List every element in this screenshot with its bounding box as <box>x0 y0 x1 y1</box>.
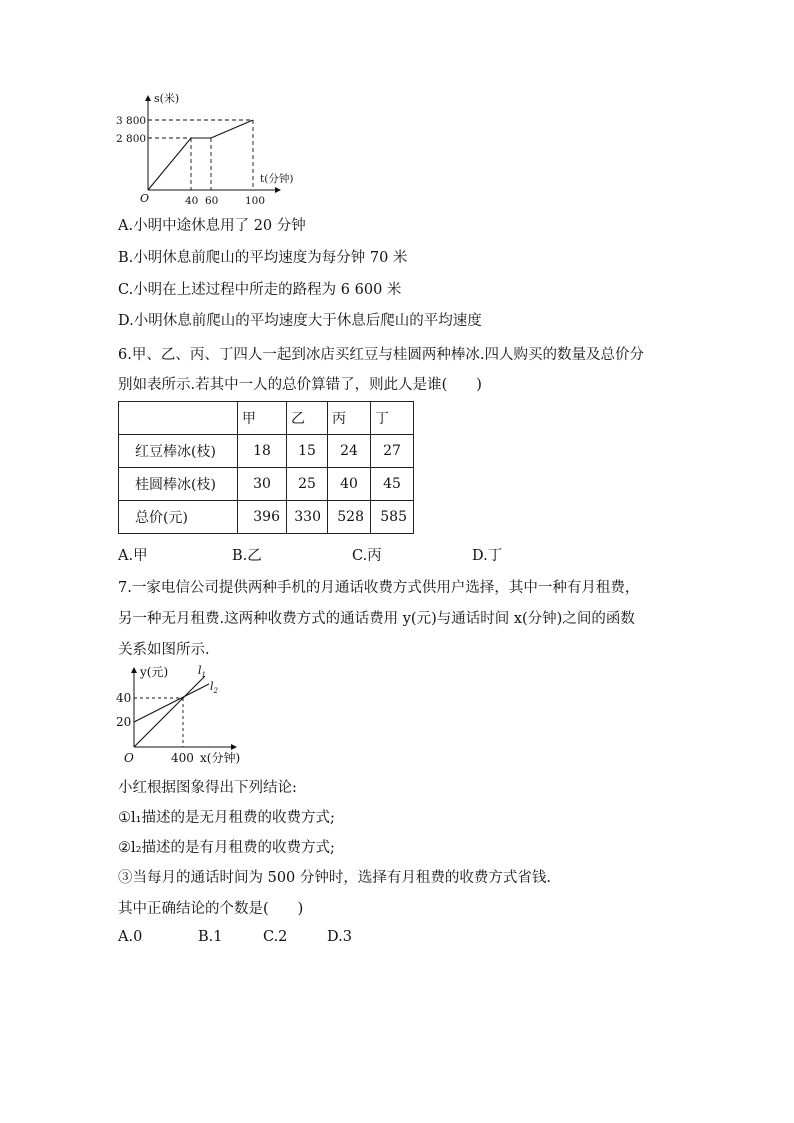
q7-question: 其中正确结论的个数是( ) <box>118 901 304 917</box>
col-ding: 丁 <box>371 402 414 435</box>
table-cell: 585 <box>371 501 414 534</box>
table-cell: 25 <box>287 468 328 501</box>
q7-lead: 小红根据图象得出下列结论: <box>118 780 297 796</box>
q7-stem-line2: 另一种无月租费.这两种收费方式的通话费用 y(元)与通话时间 x(分钟)之间的函数 <box>118 611 635 627</box>
table-corner <box>119 402 238 435</box>
table-cell: 528 <box>328 501 371 534</box>
y-tick-3800: 3 800 <box>116 115 147 127</box>
origin-label: O <box>140 192 150 205</box>
q7-option-c: C.2 <box>263 929 288 945</box>
x-axis-label: t(分钟) <box>260 173 294 185</box>
x-tick-60: 60 <box>205 195 219 207</box>
origin-label: O <box>124 751 134 765</box>
q6-stem-line1: 6.甲、乙、丙、丁四人一起到冰店买红豆与桂圆两种棒冰.四人购买的数量及总价分 <box>118 347 644 363</box>
phone-fee-chart <box>112 662 272 768</box>
x-axis-label: x(分钟) <box>200 751 241 765</box>
table-row <box>119 435 414 468</box>
q5-option-a: A.小明中途休息用了 20 分钟 <box>118 218 306 234</box>
table-header-row <box>119 402 414 435</box>
q7-conclusion-1: ①l₁描述的是无月租费的收费方式; <box>118 810 335 826</box>
table-cell: 45 <box>371 468 414 501</box>
q7-stem-line3: 关系如图所示. <box>118 642 210 658</box>
q6-option-d: D.丁 <box>472 548 503 564</box>
q5-option-c: C.小明在上述过程中所走的路程为 6 600 米 <box>118 282 402 298</box>
table-cell: 15 <box>287 435 328 468</box>
row-label-total: 总价(元) <box>119 501 238 534</box>
y-axis-label: y(元) <box>140 665 169 679</box>
row-label-guiyuan: 桂圆棒冰(枝) <box>119 468 238 501</box>
y-tick-40: 40 <box>116 691 132 705</box>
q7-conclusion-2: ②l₂描述的是有月租费的收费方式; <box>118 840 335 856</box>
y-tick-20: 20 <box>116 715 132 729</box>
row-label-hongdou: 红豆棒冰(枝) <box>119 435 238 468</box>
q7-conclusion-3: ③当每月的通话时间为 500 分钟时，选择有月租费的收费方式省钱. <box>118 870 552 886</box>
table-cell: 24 <box>328 435 371 468</box>
x-tick-400: 400 <box>171 751 194 765</box>
col-yi: 乙 <box>287 402 328 435</box>
l1-label: $l_1$ <box>198 664 206 679</box>
y-tick-2800: 2 800 <box>116 133 147 145</box>
q7-option-b: B.1 <box>198 929 223 945</box>
q7-stem-line1: 7.一家电信公司提供两种手机的月通话收费方式供用户选择，其中一种有月租费， <box>118 580 640 596</box>
distance-line <box>148 120 253 190</box>
y-axis-label: s(米) <box>154 92 180 105</box>
q6-price-table <box>118 401 414 534</box>
q6-option-b: B.乙 <box>232 548 262 564</box>
q5-option-d: D.小明休息前爬山的平均速度大于休息后爬山的平均速度 <box>118 313 482 329</box>
distance-time-chart <box>110 86 330 208</box>
x-tick-100: 100 <box>245 195 266 207</box>
col-bing: 丙 <box>328 402 371 435</box>
q5-option-b: B.小明休息前爬山的平均速度为每分钟 70 米 <box>118 250 408 266</box>
line-l2 <box>134 684 209 722</box>
table-cell: 40 <box>328 468 371 501</box>
table-row <box>119 501 414 534</box>
table-cell: 330 <box>287 501 328 534</box>
table-cell: 27 <box>371 435 414 468</box>
table-cell: 30 <box>238 468 287 501</box>
q7-option-d: D.3 <box>327 929 352 945</box>
table-cell: 396 <box>238 501 287 534</box>
table-cell: 18 <box>238 435 287 468</box>
line-l1 <box>134 676 205 747</box>
q6-stem-line2: 别如表所示.若其中一人的总价算错了，则此人是谁( ) <box>118 377 482 393</box>
l2-label: $l_2$ <box>210 680 218 695</box>
q6-option-c: C.丙 <box>352 548 382 564</box>
q6-option-a: A.甲 <box>118 548 148 564</box>
col-jia: 甲 <box>238 402 287 435</box>
table-row <box>119 468 414 501</box>
q7-option-a: A.0 <box>118 929 143 945</box>
x-tick-40: 40 <box>185 195 199 207</box>
